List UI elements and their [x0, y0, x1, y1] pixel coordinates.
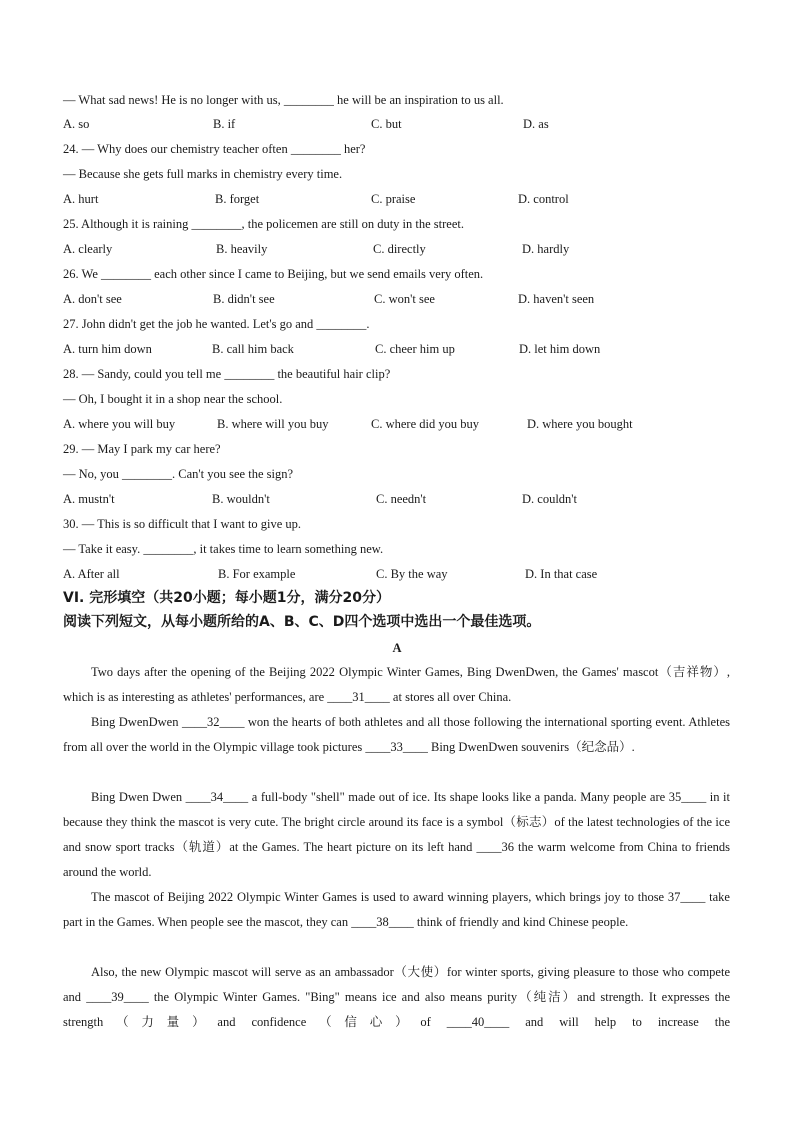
- option-a: A. mustn't: [63, 492, 115, 506]
- question-24-options: [63, 191, 743, 207]
- question-30-reply: — Take it easy. ________, it takes time to learn something new.: [63, 542, 384, 556]
- question-27: 27. John didn't get the job he wanted. Let's go and ________.: [63, 317, 370, 331]
- option-d: D. hardly: [522, 242, 570, 256]
- question-27-options: [63, 341, 743, 357]
- question-29: 29. — May I park my car here?: [63, 442, 221, 456]
- question-24-reply: — Because she gets full marks in chemistry every time.: [63, 167, 343, 181]
- option-c: C. where did you buy: [371, 417, 479, 431]
- option-d: D. let him down: [519, 342, 601, 356]
- option-a: A. clearly: [63, 242, 113, 256]
- option-b: B. forget: [215, 192, 260, 206]
- option-b: B. if: [213, 117, 236, 131]
- section-title: VI. 完形填空（共20小题；每小题1分，满分20分）: [63, 590, 390, 606]
- option-d: D. where you bought: [527, 417, 633, 431]
- option-d: D. haven't seen: [518, 292, 595, 306]
- option-b: B. didn't see: [213, 292, 275, 306]
- option-d: D. control: [518, 192, 569, 206]
- option-a: A. where you will buy: [63, 417, 176, 431]
- question-28: 28. — Sandy, could you tell me ________ the beautiful hair clip?: [63, 367, 391, 381]
- question-23-dialogue: — What sad news! He is no longer with us, ________ he will be an inspiration to us all.: [63, 93, 504, 107]
- option-b: B. For example: [218, 567, 296, 581]
- option-c: C. By the way: [376, 567, 448, 581]
- passage-paragraph-2: Bing DwenDwen ____32____ won the hearts of both athletes and all those following the international sporting event. Athletes from all over the world in the Olympic village took pictures ____33____ Bing DwenDwen souvenirs（纪念品）.: [63, 715, 730, 754]
- passage-paragraph-4: The mascot of Beijing 2022 Olympic Winter Games is used to award winning players, which brings joy to those 37____ take part in the Games. When people see the mascot, they can ____38____ think of friendly and kind Chinese people.: [63, 890, 730, 929]
- question-28-options: [63, 416, 743, 432]
- option-d: D. In that case: [525, 567, 598, 581]
- option-b: B. heavily: [216, 242, 268, 256]
- question-24: 24. — Why does our chemistry teacher often ________ her?: [63, 142, 366, 156]
- question-28-reply: — Oh, I bought it in a shop near the school.: [63, 392, 283, 406]
- question-25-options: [63, 241, 743, 257]
- option-a: A. so: [63, 117, 90, 131]
- section-instruction: 阅读下列短文，从每小题所给的A、B、C、D四个选项中选出一个最佳选项。: [63, 614, 541, 630]
- option-b: B. where will you buy: [217, 417, 329, 431]
- question-30: 30. — This is so difficult that I want to give up.: [63, 517, 302, 531]
- option-c: C. directly: [373, 242, 426, 256]
- passage-label: A: [392, 641, 402, 655]
- question-26-options: [63, 291, 743, 307]
- question-25: 25. Although it is raining ________, the policemen are still on duty in the street.: [63, 217, 464, 231]
- question-29-reply: — No, you ________. Can't you see the sign?: [63, 467, 294, 481]
- question-30-options: [63, 566, 743, 582]
- option-a: A. After all: [63, 567, 120, 581]
- passage-paragraph-5: Also, the new Olympic mascot will serve as an ambassador（大使）for winter sports, giving pleasure to those who compete and ____39____ the Olympic Winter Games. "Bing" means ice and also means purity（纯洁）and strength. It expresses the strength（力量）and confidence（信心）of ____40____ and will help to increase the: [63, 965, 730, 1029]
- option-b: B. wouldn't: [212, 492, 270, 506]
- question-29-options: [63, 491, 743, 507]
- option-b: B. call him back: [212, 342, 294, 356]
- option-c: C. praise: [371, 192, 416, 206]
- question-26: 26. We ________ each other since I came to Beijing, but we send emails very often.: [63, 267, 484, 281]
- option-c: C. cheer him up: [375, 342, 455, 356]
- option-c: C. won't see: [374, 292, 435, 306]
- option-a: A. turn him down: [63, 342, 152, 356]
- option-c: C. needn't: [376, 492, 427, 506]
- passage-paragraph-3: Bing Dwen Dwen ____34____ a full-body "shell" made out of ice. Its shape looks like a panda. Many people are 35____ in it because they think the mascot is very cute. The bright circle around its face is a symbol（标志）of the latest technologies of the ice and snow sport tracks（轨道）at the Games. The heart picture on its left hand ____36 the warm welcome from China to friends around the world.: [63, 790, 730, 879]
- passage-paragraph-1: Two days after the opening of the Beijing 2022 Olympic Winter Games, Bing DwenDwen, the Games' mascot（吉祥物）, which is as interesting as athletes' performances, are ____31____ at stores all over China.: [63, 665, 730, 704]
- question-23-options: [63, 116, 743, 132]
- option-c: C. but: [371, 117, 402, 131]
- option-d: D. couldn't: [522, 492, 578, 506]
- option-d: D. as: [523, 117, 549, 131]
- option-a: A. don't see: [63, 292, 122, 306]
- option-a: A. hurt: [63, 192, 99, 206]
